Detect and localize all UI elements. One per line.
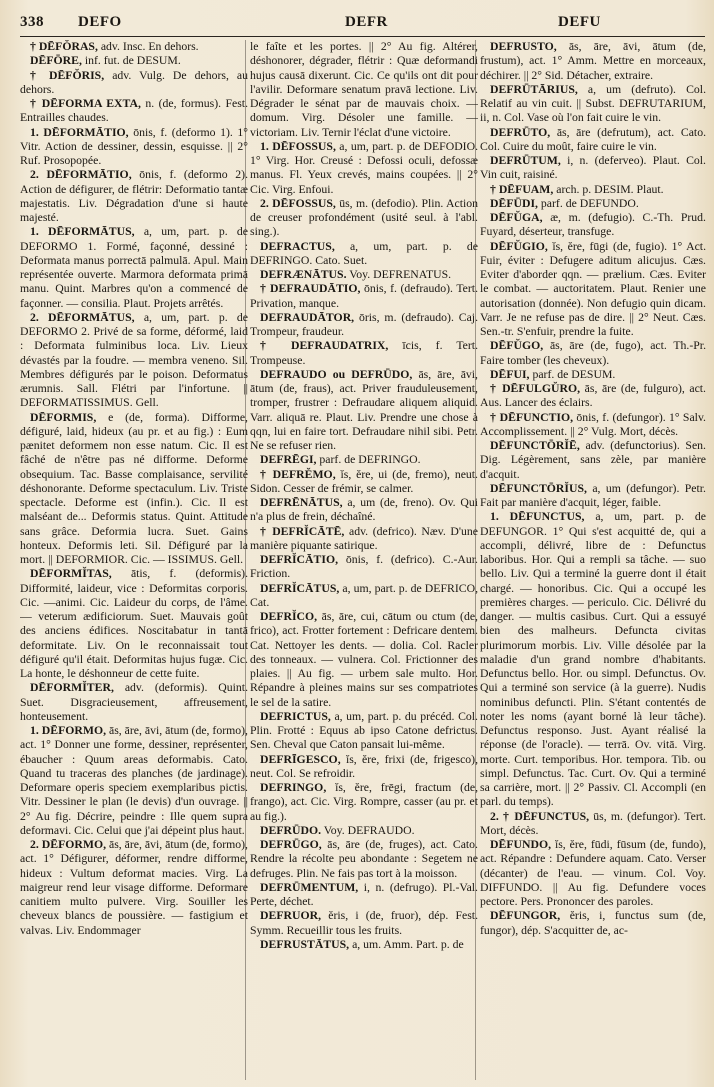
entry-headword: DEFRAUDĀTOR,	[260, 310, 355, 324]
header-guide-word-center: DEFR	[345, 14, 388, 30]
entry-definition: Voy. DEFRENATUS.	[349, 268, 452, 281]
entry-headword: DĒFUNCTŌRĬUS,	[490, 481, 587, 495]
entry-definition: ās, āre (defrutum), act. Cato. Col. Cuire du moût, faire cuire le vin.	[480, 125, 706, 153]
entry-headword: DEFRINGO,	[260, 781, 327, 794]
entry-definition: a, um, part. p. de DEFORMO 2. Privé de sa forme, déformé, laid : Deformata fulminibus loca. Liv. Lieux dévastés par la foudre. — membra veneno. Sil. Membres défigurés par le poison. Deformatus ærumnis. Sall. Flétri par l'infortune. || DEFORMATISSIMUS. Gell.	[20, 310, 248, 410]
entry-definition: a, um, part. p. de DEFODIO. 1° Virg. Hor. Creusé : Defossi oculi, defossæ manus. Fl. Yeux crevés, mains coupées. || 2° Cic. Virg. Enfoui.	[250, 139, 478, 196]
entry-definition: ōnis, f. (deformo 2). Action de défigurer, de flétrir: Deformatio tantæ majestatis. Liv. Dégradation d'une si haute majesté.	[20, 168, 248, 224]
entry-headword: DĒFŌRE,	[30, 54, 82, 68]
entry-headword: DĒFŬGIO,	[490, 239, 548, 253]
header-guide-word-right: DEFU	[558, 14, 601, 30]
entry-definition: ōnis, f. (defraudo). Tert. Privation, manque.	[250, 282, 478, 310]
entry-headword: † DEFRAUDATRIX,	[260, 339, 389, 353]
entry-headword: 1. DĒFUNCTUS,	[490, 510, 585, 524]
dictionary-entry	[250, 909, 478, 938]
entry-headword: DĒFUNGOR,	[490, 909, 561, 923]
dictionary-entry	[480, 382, 706, 411]
entry-definition: ās, āre (de, fruges), act. Cato. Rendre la récolte peu abondante : Segetem ne defruges. Plin. Ne fais pas tort à la moisson.	[250, 838, 478, 880]
entry-definition: ās, āre, āvi, ātum (de, formo), act. 1° Donner une forme, dessiner, représenter, ébaucher : Quum areas deformabis. Cato. Quand tu traceras des planches (de jardinage). Deformare operis speciem exemplaribus pictis. Vitr. Dessiner le plan (le devis) d'un ouvrage. || 2° Au fig. Décrire, peindre : Ille quem supra deformavi. Cic. Celui que j'ai dépeint plus haut.	[20, 724, 248, 837]
entry-headword: 1. DĒFORMO,	[30, 724, 107, 737]
dictionary-entry	[480, 810, 706, 839]
column-2	[250, 40, 478, 1085]
entry-definition: adv. Vulg. De dehors, au dehors.	[20, 68, 248, 96]
entry-headword: DEFRUSTĀTUS,	[260, 937, 350, 951]
entry-headword: DĒFŬGA,	[490, 211, 543, 224]
entry-headword: DĒFUNDO,	[490, 838, 552, 851]
entry-definition: ās, āre, āvi, ātum (de, frustum), act. 1° Amm. Mettre en morceaux, déchirer. || 2° Sid. Détacher, extraire.	[480, 40, 706, 82]
entry-headword: † DEFRĬCĀTĒ,	[260, 524, 345, 538]
dictionary-entry	[250, 197, 478, 240]
dictionary-entry	[480, 83, 706, 126]
entry-definition: ōnis, f. (deformo 1). 1° Vitr. Action de dessiner, dessin, esquisse. || 2° Ruf. Prosopopée.	[20, 125, 248, 167]
entry-headword: DEFRŪTĀRIUS,	[490, 82, 578, 96]
dictionary-entry	[20, 40, 248, 54]
entry-definition: le faîte et les portes. || 2° Au fig. Altérer, déshonorer, dégrader, flétrir : Quæ deformandi hujus causā dixerunt. Cic. Ce qu'ils ont dit pour l'avilir. Deformare senatum pravā lectione. Liv. Dégrader le sénat par de mauvais choix. — domum. Virg. Désoler une famille. — victoriam. Liv. Ternir l'éclat d'une victoire.	[250, 40, 478, 139]
entry-definition: a, um, part. p. de DEFRICO, Cat.	[250, 581, 478, 609]
entry-definition: Voy. DEFRAUDO.	[323, 823, 415, 837]
entry-headword: DEFRAUDO ou DEFRŪDO,	[260, 367, 413, 381]
dictionary-entry	[480, 439, 706, 482]
entry-headword: DEFRUOR,	[260, 909, 322, 923]
dictionary-entry	[480, 183, 706, 197]
entry-definition: a, um, part. p. du précéd. Col. Plin. Frotté : Equus ab ipso Catone defrictus. Sen. Cheval que Caton pansait lui-même.	[250, 709, 478, 752]
entry-headword: DEFRŪTUM,	[490, 154, 561, 167]
entry-headword: DEFRĪGESCO,	[260, 752, 341, 766]
dictionary-entry	[480, 240, 706, 340]
entry-definition: adv. (defrico). Næv. D'une manière piquante satirique.	[250, 524, 478, 552]
entry-headword: DEFRŪDO.	[260, 823, 322, 837]
entry-definition: ās, āre, āvi, ātum (de, formo), act. 1° Défigurer, déformer, rendre difforme, hideux : Vultum deformat macies. Virg. La maigreur rend leur visage difforme. Deformare canitiem multo pulvere. Virg. Souiller les cheveux blancs de poussière. — fastigium et valvas. Liv. Endommager	[20, 838, 248, 937]
entry-headword: DEFRĬCO,	[260, 610, 318, 623]
entry-definition: ĭs, ĕre, frēgi, fractum (de, frango), act. Cic. Virg. Rompre, casser (au pr. et au fig.).	[250, 781, 478, 823]
entry-definition: adv. (deformis). Quint. Suet. Disgracieusement, affreusement, honteusement.	[20, 681, 248, 723]
dictionary-entry	[20, 411, 248, 568]
dictionary-entry	[250, 339, 478, 368]
entry-definition: parf. de DEFUNDO.	[540, 196, 639, 210]
entry-definition: ĭs, ĕre, fūgi (de, fugio). 1° Act. Fuir, éviter : Defugere aditum alicujus. Cæs. Eviter d'aborder qqn. — prælium. Cæs. Eviter le combat. — auctoritatem. Plaut. Renier une autorisation (donnée). Non defugio quin dicam. Varr. Je ne refuse pas de dire. || 2° Neut. Cæs. Sen.-tr. S'enfuir, prendre la fuite.	[480, 239, 706, 338]
entry-headword: DEFRŪGO,	[260, 838, 322, 851]
entry-definition: ĭs, ĕre, frixi (de, frigesco), neut. Col. Se refroidir.	[250, 752, 478, 780]
entry-headword: † DĒFUAM,	[490, 182, 554, 196]
entry-headword: DEFRĬCĀTIO,	[260, 553, 339, 566]
dictionary-entry	[250, 268, 478, 282]
entry-definition: æ, m. (defugio). C.-Th. Prud. Fuyard, déserteur, transfuge.	[480, 211, 706, 239]
dictionary-entry	[250, 282, 478, 311]
entry-definition: adv. Insc. En dehors.	[100, 40, 199, 53]
entry-definition: ās, āre (de, fugo), act. Th.-Pr. Faire tomber (les cheveux).	[480, 339, 706, 367]
dictionary-entry	[250, 838, 478, 881]
dictionary-entry	[480, 838, 706, 909]
entry-definition: a, um. Amm. Part. p. de	[352, 937, 464, 951]
dictionary-entry	[250, 881, 478, 910]
entry-definition: a, um, part. p. de DEFUNGOR. 1° Qui s'est acquitté de, qui a accompli, délivré, libre de : Defunctus laboribus. Hor. Qui a rempli sa tâche. — suo bello. Liv. Qui a terminé la guerre dont il était chargé. — honoribus. Cic. Qui a occupé les premières charges. — periculo. Cic. Délivré du danger. — multis casibus. Curt. Qui a essuyé bien des malheurs. Defuncta civitas plurimorum morbis. Liv. Ville désolée par la maladie d'un grand nombre d'habitants. Defunctus bello. Hor. ou simpl. Defunctus. Ov. Qui a terminé son service (à la guerre). Nudis nominibus defuncti. Plin. S'étant contentés de noter les noms (ayant borné là leur tâche). Defunctus responso. Just. Ayant réalisé la réponse (de l'oracle). — terrā. Ov. vitā. Virg. morte. Curt. temporibus. Hor. tempora. Tib. ou simpl. Defunctus. Tac. Curt. Ov. Qui a terminé sa carrière, mort. || 2° Passiv. Cl. Accompli (en parl. du temps).	[480, 510, 706, 809]
entry-definition: a, um (defruto). Col. Relatif au vin cuit. || Subst. DEFRUTARIUM, ii, n. Col. Vase où l'on fait cuire le vin.	[480, 82, 706, 125]
dictionary-entry	[250, 453, 478, 467]
entry-definition: inf. fut. de DESUM.	[84, 54, 181, 68]
dictionary-entry	[250, 753, 478, 782]
dictionary-entry	[20, 69, 248, 98]
entry-headword: † DEFRĔMO,	[260, 467, 336, 481]
entry-definition: ĕris, i (de, fruor), dép. Fest. Symm. Recueillir tous les fruits.	[250, 909, 478, 937]
entry-definition: ātis, f. (deformis). Difformité, laideur, vice : Deformitas corporis. Cic. —animi. Cic. Laideur du corps, de l'âme. — veterum ædificiorum. Suet. Mauvais goût des anciens édifices. Noscitabatur in tantā deformitate. Liv. On le reconnaissait tout défiguré qu'il était. Deformitas hujus fugæ. Cic. La honte, le déshonneur de cette fuite.	[20, 567, 248, 680]
dictionary-entry	[20, 225, 248, 311]
entry-definition: ōris, m. (defraudo). Caj. Trompeur, fraudeur.	[250, 310, 478, 338]
entry-headword: DEFRĬCĀTUS,	[260, 581, 340, 595]
dictionary-entry	[480, 197, 706, 211]
entry-headword: DĒFŪDI,	[490, 196, 538, 210]
dictionary-entry	[250, 40, 478, 140]
dictionary-entry	[20, 168, 248, 225]
dictionary-entry	[250, 824, 478, 838]
dictionary-entry	[20, 97, 248, 126]
dictionary-entry	[480, 40, 706, 83]
dictionary-entry	[250, 240, 478, 269]
entry-definition: n. (de, formus). Fest. Entrailles chaudes.	[20, 97, 248, 125]
dictionary-entry	[250, 781, 478, 824]
dictionary-entry	[250, 710, 478, 753]
dictionary-entry	[20, 54, 248, 68]
entry-headword: † DĒFŎRIS,	[30, 68, 105, 82]
entry-definition: ĕris, i, functus sum (de, fungor), dép. S'acquitter de, ac-	[480, 909, 706, 937]
dictionary-entry	[250, 496, 478, 525]
entry-headword: DĒFORMĬTER,	[30, 681, 114, 695]
column-1	[20, 40, 248, 1085]
entry-definition: e (de, forma). Difforme, défiguré, laid, hideux (au pr. et au fig.) : Eum pænitet deformem non esse natum. Cic. Il est fâché de n'être pas né difforme. Deforme obsequium. Tac. Basse complaisance, servilité déshonorante. Deforme spectaculum. Liv. Triste spectacle. Deforme est (infin.). Cic. Il est malséant de... Deformis status. Quint. Attitude sans grâce. Deformia lucra. Suet. Gains honteux. Deformis leti. Sil. Défiguré par la mort. || DEFORMIOR. Cic. — ISSIMUS. Gell.	[20, 410, 248, 566]
dictionary-entry	[250, 468, 478, 497]
entry-headword: † DĒFORMA EXTA,	[30, 97, 141, 110]
dictionary-entry	[250, 938, 478, 952]
dictionary-entry	[480, 339, 706, 368]
dictionary-entry	[250, 368, 478, 454]
entry-definition: i, n. (defrugo). Pl.-Val. Perte, déchet.	[250, 880, 478, 908]
dictionary-entry	[20, 681, 248, 724]
entry-definition: i, n. (deferveo). Plaut. Col. Vin cuit, raisiné.	[480, 154, 706, 182]
entry-headword: 2. DĒFORMĀTUS,	[30, 310, 135, 324]
entry-definition: a, um, part. p. de DEFRINGO. Cato. Suet.	[250, 239, 478, 267]
entry-definition: ūs, m. (defodio). Plin. Action de creuser profondément (usité seul. à l'abl. sing.).	[250, 196, 478, 239]
entry-headword: DĒFORMĬTAS,	[30, 567, 112, 581]
entry-headword: DEFRĒGI,	[260, 453, 317, 467]
entry-headword: DEFRACTUS,	[260, 239, 335, 253]
entry-headword: DĒFŬGO,	[490, 339, 544, 353]
entry-headword: DEFRÆNĀTUS.	[260, 268, 347, 281]
entry-headword: DEFRUSTO,	[490, 40, 557, 53]
entry-definition: parf. de DESUM.	[532, 367, 616, 381]
entry-headword: DĒFUNCTŌRĬĒ,	[490, 439, 580, 452]
entry-headword: DEFRŪTO,	[490, 125, 551, 139]
entry-headword: DEFRŪMENTUM,	[260, 880, 359, 894]
entry-headword: 2. DĒFOSSUS,	[260, 196, 336, 210]
dictionary-entry	[250, 140, 478, 197]
column-3	[480, 40, 706, 1085]
dictionary-entry	[250, 582, 478, 611]
entry-definition: ās, āre, cui, cātum ou ctum (de, frico), act. Frotter fortement : Defricare dentem. Cat. Nettoyer les dents. — dolia. Col. Racler des tonneaux. — vulnera. Col. Frictionner des plaies. || Au fig. — urbem sale multo. Hor. Répandre à pleines mains sur ses compatriotes le sel de la satire.	[250, 610, 478, 709]
entry-headword: 2. † DĒFUNCTUS,	[490, 809, 590, 823]
entry-definition: ōnis, f. (defrico). C.-Aur. Friction.	[250, 553, 478, 581]
entry-headword: † DĒFUNCTIO,	[490, 410, 574, 424]
dictionary-entry	[480, 909, 706, 938]
dictionary-entry	[480, 482, 706, 511]
entry-definition: parf. de DEFRINGO.	[319, 453, 421, 467]
entry-definition: ōnis, f. (defungor). 1° Salv. Accomplissement. || 2° Vulg. Mort, décès.	[480, 410, 706, 438]
entry-headword: † DĒFŎRAS,	[30, 40, 98, 53]
dictionary-entry	[480, 510, 706, 809]
entry-headword: 1. DĒFOSSUS,	[260, 139, 336, 153]
entry-definition: ās, āre (de, fulguro), act. Aus. Lancer des éclairs.	[480, 382, 706, 410]
dictionary-entry	[480, 411, 706, 440]
dictionary-entry	[250, 610, 478, 710]
entry-definition: ĭs, ĕre, fūdi, fūsum (de, fundo), act. Répandre : Defundere aquam. Cato. Verser (décanter) de l'eau. — vinum. Col. Voy. DIFFUNDO. || Au fig. Defundere voces pectore. Pers. Prononcer des paroles.	[480, 838, 706, 908]
entry-definition: a, um (de, freno). Ov. Qui n'a plus de frein, déchaîné.	[250, 496, 478, 524]
dictionary-entry	[480, 211, 706, 240]
dictionary-entry	[20, 126, 248, 169]
dictionary-entry	[480, 154, 706, 183]
entry-headword: † DEFRAUDĀTIO,	[260, 282, 361, 296]
entry-definition: adv. (defunctorius). Sen. Dig. Légèrement, sans zèle, par manière d'acquit.	[480, 439, 706, 481]
entry-headword: 1. DĒFORMĀTIO,	[30, 125, 129, 139]
entry-headword: 1. DĒFORMĀTUS,	[30, 225, 135, 239]
header-rule	[20, 36, 705, 37]
entry-headword: DĒFUI,	[490, 367, 530, 381]
dictionary-entry	[250, 311, 478, 340]
entry-headword: 2. DĒFORMĀTIO,	[30, 168, 132, 182]
entry-definition: arch. p. DESIM. Plaut.	[556, 182, 664, 196]
dictionary-entry	[480, 126, 706, 155]
dictionary-entry	[20, 838, 248, 938]
dictionary-entry	[250, 525, 478, 554]
dictionary-entry	[20, 567, 248, 681]
entry-headword: † DĒFULGŬRO,	[490, 382, 581, 395]
entry-headword: DEFRĒNĀTUS,	[260, 496, 343, 509]
header-guide-word-left: DEFO	[78, 14, 122, 30]
page-number: 338	[20, 14, 44, 30]
entry-definition: ĭs, ĕre, ui (de, fremo), neut. Sidon. Cesser de frémir, se calmer.	[250, 467, 478, 495]
entry-headword: DEFRICTUS,	[260, 709, 331, 723]
entry-definition: a, um, part. p. de DEFORMO 1. Formé, façonné, dessiné : Deformata manus porrectā palmulā. Apul. Main représentée ouverte. Marmora deformata primā manu. Quint. Marbres qu'on a commencé de façonner. — consilia. Plaut. Projets arrêtés.	[20, 225, 248, 310]
dictionary-entry	[250, 553, 478, 582]
entry-definition: ūs, m. (defungor). Tert. Mort, décès.	[480, 809, 706, 837]
dictionary-entry	[20, 311, 248, 411]
entry-definition: īcis, f. Tert. Trompeuse.	[250, 339, 478, 367]
dictionary-entry	[20, 724, 248, 838]
entry-headword: 2. DĒFORMO,	[30, 838, 107, 851]
entry-definition: a, um (defungor). Petr. Fait par manière d'acquit, léger, faible.	[480, 481, 706, 509]
entry-headword: DĒFORMIS,	[30, 410, 97, 424]
dictionary-entry	[480, 368, 706, 382]
entry-definition: ās, āre, āvi, ātum (de, fraus), act. Priver frauduleusement, tromper, frustrer : Defraudare aliquem aliquid. Varr. aliquā re. Plaut. Liv. Prendre une chose à qqn, lui en faire tort. Defraudare nihil sibi. Petr. Ne se refuser rien.	[250, 367, 478, 452]
